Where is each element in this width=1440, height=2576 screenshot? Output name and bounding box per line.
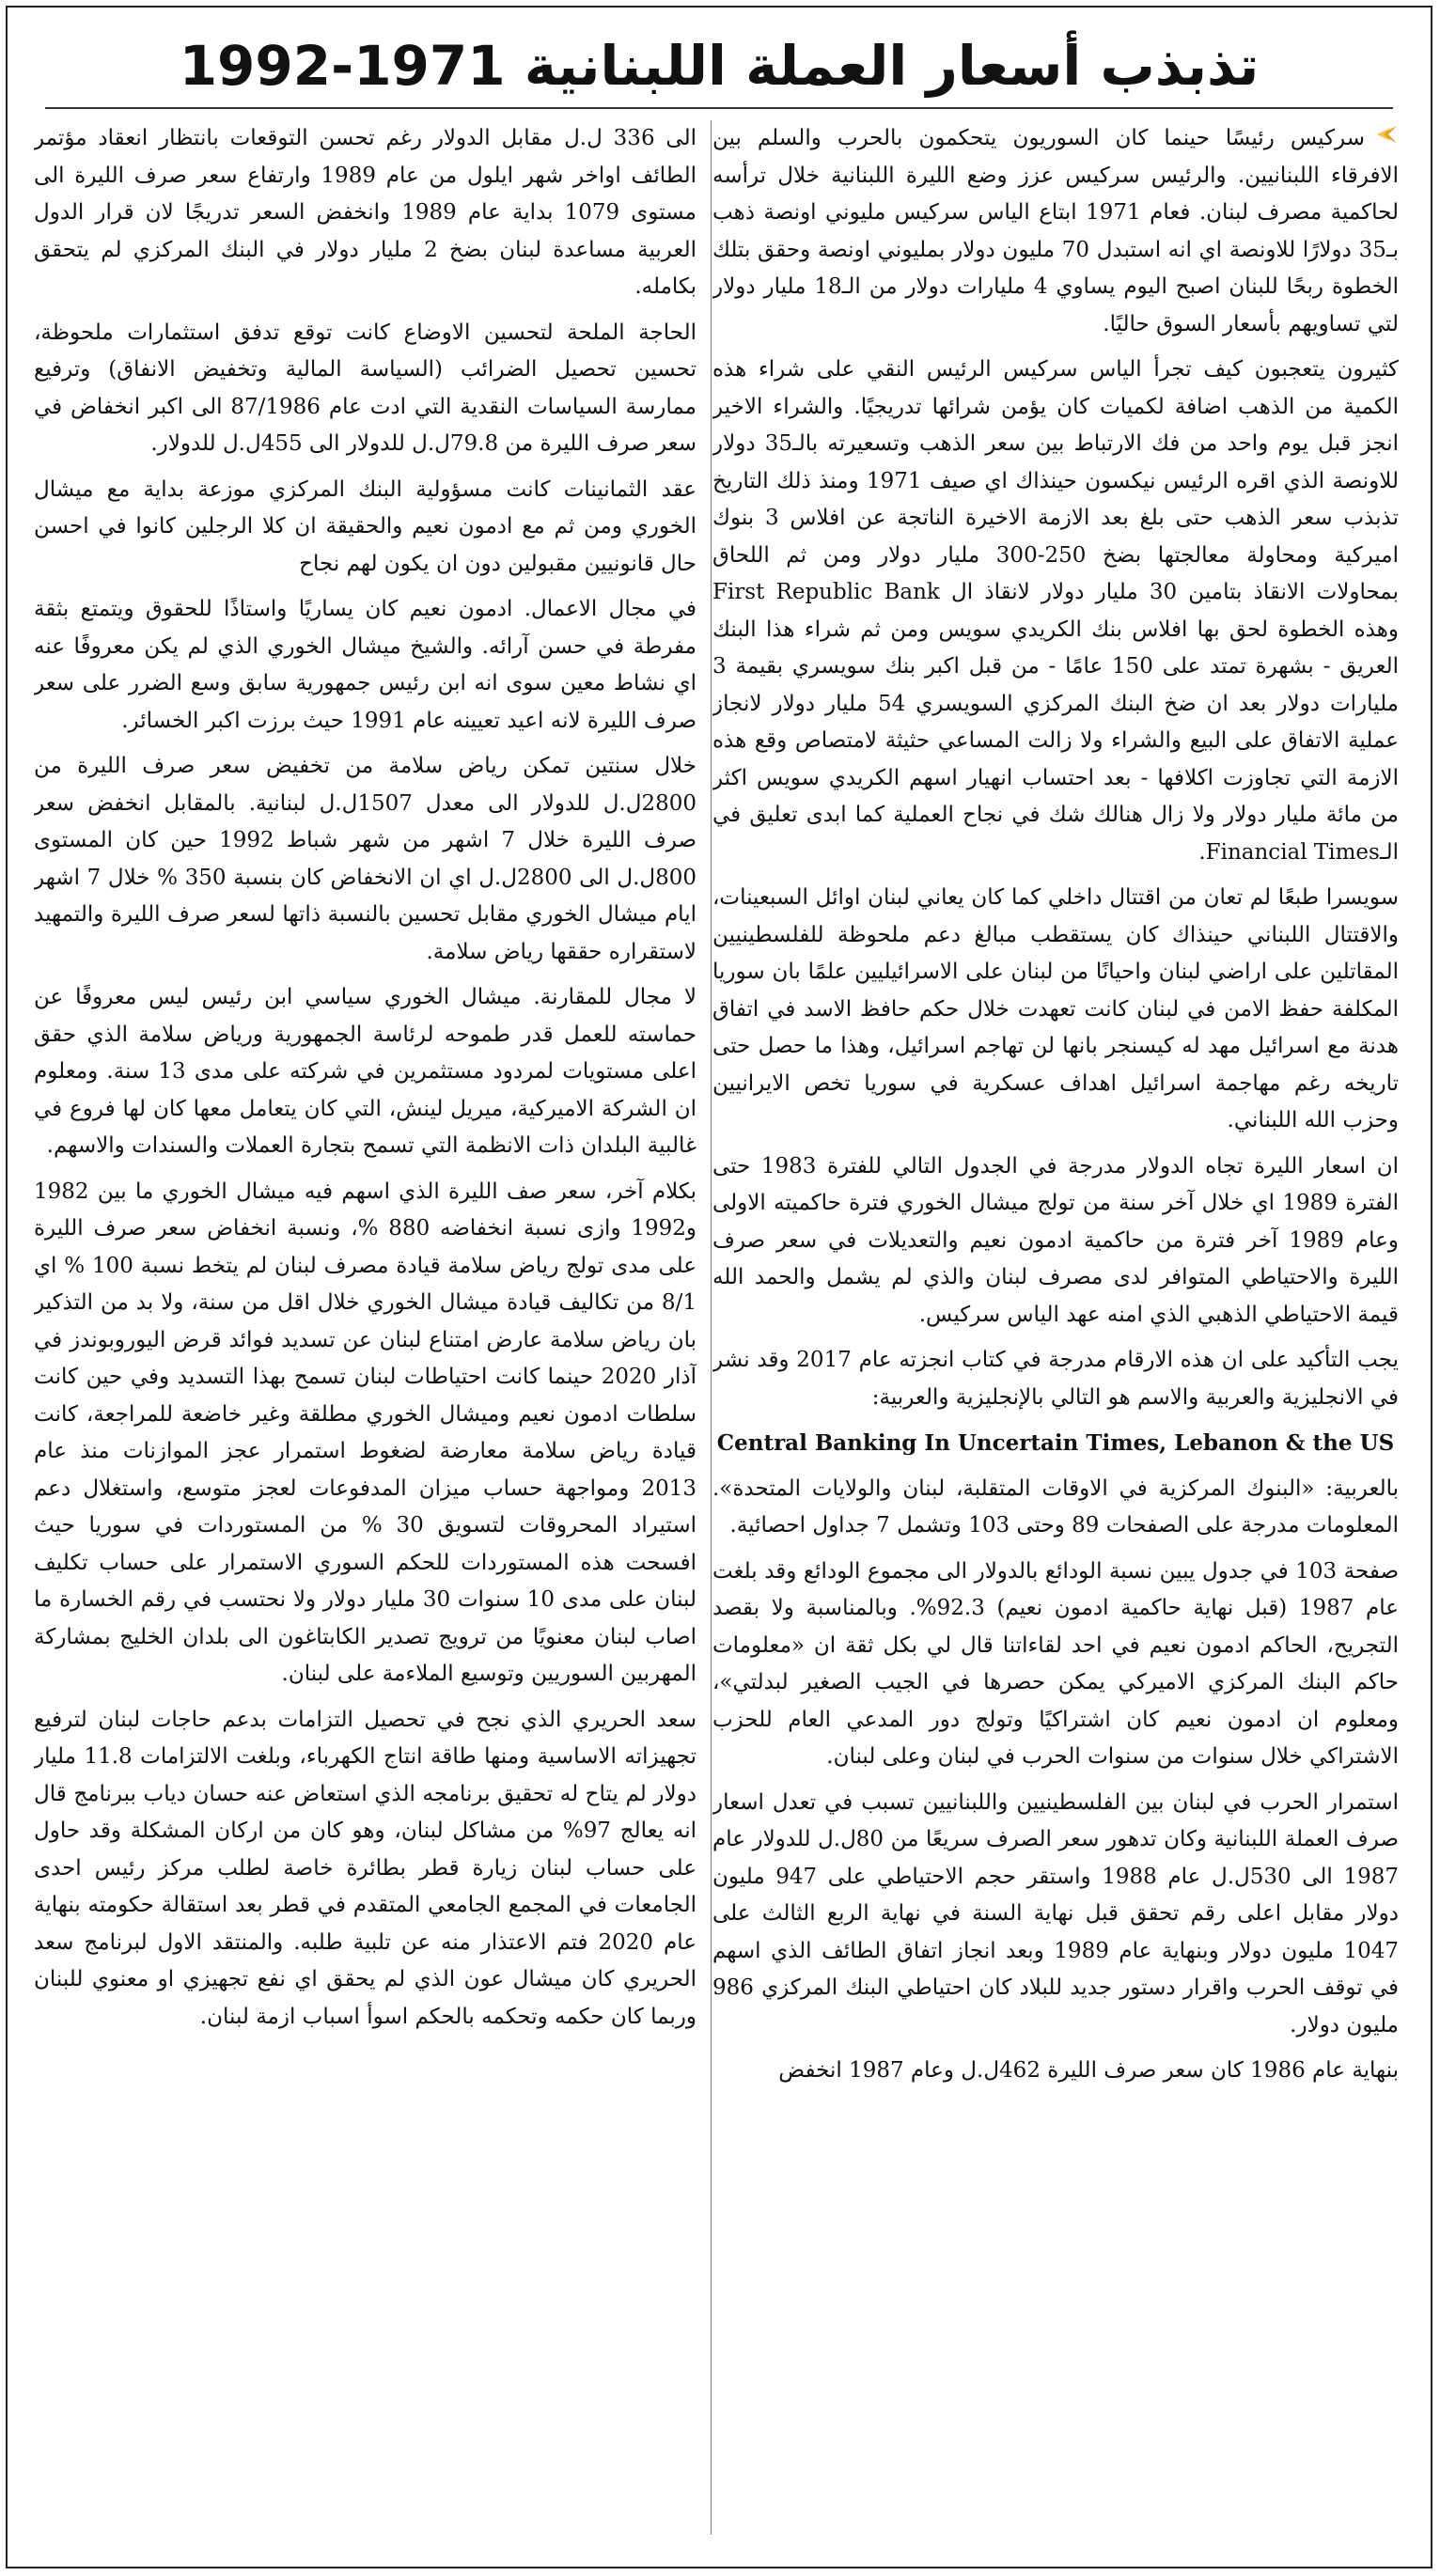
paragraph: يجب التأكيد على ان هذه الارقام مدرجة في كتاب انجزته عام 2017 وقد نشر في الانجليزية والعربية والاسم هو التالي بالإنجليزية والعربية: <box>712 1348 1399 1410</box>
paragraph: بنهاية عام 1986 كان سعر صرف الليرة 462ل.ل وعام 1987 انخفض <box>778 2058 1399 2084</box>
paragraph: ان اسعار الليرة تجاه الدولار مدرجة في الجدول التالي للفترة 1983 حتى الفترة 1989 اي خلال آخر سنة من تولج ميشال الخوري فترة حاكميته الاولى وعام 1989 آخر فترة من حاكمية ادمون نعيم والتعديلات في سعر صرف الليرة والاحتياطي المتوافر لدى مصرف لبنان والذي لم يشمل والحمد الله قيمة الاحتياطي الذهبي الذي امنه عهد الياس سركيس. <box>712 1153 1399 1327</box>
column-divider <box>711 120 712 2535</box>
paragraph: صفحة 103 في جدول يبين نسبة الودائع بالدولار الى مجموع الودائع وقد بلغت عام 1987 (قبل نهاية حاكمية ادمون نعيم) 92.3%. وبالمناسبة ولا بقصد التجريح، الحاكم ادمون نعيم في احد لقاءاتنا قال لي بكل ثقة ان «معلومات حاكم البنك المركزي الاميركي يمكن حصرها في الجيب الصغير لبدلتي»، ومعلوم ان ادمون نعيم كان اشتراكيًا وتولج دور المدعي العام للحزب الاشتراكي خلال سنوات من سنوات الحرب في لبنان وعلى لبنان. <box>712 1558 1399 1770</box>
article-title: تذبذب أسعار العملة اللبنانية 1971-1992 <box>179 34 1260 98</box>
paragraph: بكلام آخر، سعر صف الليرة الذي اسهم فيه ميشال الخوري ما بين 1982 و1992 وازى نسبة انخفاضه 880 %، ونسبة انخفاض سعر صرف الليرة على مدى تولج رياض سلامة قيادة مصرف لبنان لم يتخط نسبة 100 % اي 8/1 من تكاليف قيادة ميشال الخوري خلال اقل من سنة، ولا بد من التذكير بان رياض سلامة عارض امتناع لبنان عن تسديد فوائد قرض اليوروبوندز في آذار 2020 حينما كانت احتياطات لبنان تسمح بهذا التسديد وفي حين كانت سلطات ادمون نعيم وميشال الخوري مطلقة وغير خاضعة للمراجعة، كانت قيادة رياض سلامة معارضة لضغوط استمرار عجز الموازنات منذ عام 2013 ومواجهة حساب ميزان المدفوعات لعجز متوسع، واستغلال دعم استيراد المحروقات لتسويق 30 % من المستوردات في سوريا حيث افسحت هذه المستوردات للحكم السوري الاستمرار على حساب تكليف لبنان على مدى 10 سنوات 30 مليار دولار ولا نحتسب في رقم الخسارة ما اصاب لبنان معنويًا من ترويج تصدير الكابتاغون الى بلدان الخليج بمشاركة المهربين السوريين وتوسيع الملاءمة على لبنان. <box>34 1179 697 1686</box>
newspaper-page <box>6 6 1432 2568</box>
paragraph: استمرار الحرب في لبنان بين الفلسطينيين واللبنانيين تسبب في تعدل اسعار صرف العملة اللبنانية وكان تدهور سعر الصرف سريعًا من 80ل.ل للدولار عام 1987 الى 530ل.ل عام 1988 واستقر حجم الاحتياطي على 947 مليون دولار مقابل اعلى رقم تحقق قبل نهاية السنة في نهاية الربع الثالث على 1047 مليون دولار وبنهاية عام 1989 وبعد انجاز اتفاق الطائف الذي اسهم في توقف الحرب واقرار دستور جديد للبلاد كان احتياطي البنك المركزي 986 مليون دولار. <box>712 1789 1399 2037</box>
arrow-bullet-icon <box>1374 120 1399 158</box>
paragraph: سعد الحريري الذي نجح في تحصيل التزامات بدعم حاجات لبنان لترفيع تجهيزاته الاساسية ومنها طاقة انتاج الكهرباء، وبلغت الالتزامات 11.8 مليار دولار لم يتاح له تحقيق برنامجه الذي استعاض عنه حسان دياب ببرنامج قال انه يعالج 97% من مشاكل لبنان، وهو كان من اركان المشكلة وقد حاول على حساب لبنان زيارة قطر بطائرة خاصة لطلب مركز رئيس احدى الجامعات في المجمع الجامعي المتقدم في قطر بعد استقالة حكومته بنهاية عام 2020 فتم الاعتذار منه عن تلبية طلبه. والمنتقد الاول لبرنامج سعد الحريري كان ميشال عون الذي لم يحقق اي نفع تجهيزي او معنوي للبنان وربما كان حكمه وتحكمه بالحكم اسوأ اسباب ازمة لبنان. <box>34 1707 697 2029</box>
title-divider <box>45 107 1393 109</box>
left-column <box>34 120 697 2538</box>
paragraph: الى 336 ل.ل مقابل الدولار رغم تحسن التوقعات بانتظار انعقاد مؤتمر الطائف اواخر شهر ايلول من عام 1989 وارتفاع سعر صرف الليرة الى مستوى 1079 بداية عام 1989 وانخفض السعر تدريجًا لان قرار الدول العربية مساعدة لبنان بضخ 2 مليار دولار في البنك المركزي لم يتحقق بكامله. <box>34 126 697 299</box>
paragraph: في مجال الاعمال. ادمون نعيم كان يساريًا واستاذًا للحقوق ويتمتع بثقة مفرطة في حسن آرائه. والشيخ ميشال الخوري الذي لم يكن معروفًا عنه اي نشاط معين سوى انه ابن رئيس جمهورية سابق وسع الضرر على سعر صرف الليرة لانه اعيد تعيينه عام 1991 حيث برزت اكبر الخسائر. <box>34 597 697 733</box>
paragraph: كثيرون يتعجبون كيف تجرأ الياس سركيس الرئيس النقي على شراء هذه الكمية من الذهب اضافة لكميات كان يؤمن شرائها تدريجيًا. والشراء الاخير انجز قبل يوم واحد من فك الارتباط بين سعر الذهب وتسعيرته بالـ35 دولار للاونصة الذي اقره الرئيس نيكسون حينذاك اي صيف 1971 ومنذ ذلك التاريخ تذبذب سعر الذهب حتى بلغ بعد الازمة الاخيرة الناتجة عن افلاس 3 بنوك اميركية ومحاولة معالجتها بضخ 250-300 مليار دولار ومن ثم اللحاق بمحاولات الانقاذ بتامين 30 مليار دولار لانقاذ ال First Republic Bank وهذه الخطوة لحق بها افلاس بنك الكريدي سويس ومن ثم شراء هذا البنك العريق - بشهرة تمتد على 150 عامًا - من قبل اكبر بنك سويسري بقيمة 3 مليارات دولار بعد ان ضخ البنك المركزي السويسري 54 مليار دولار لانجاز عملية الاتفاق على البيع والشراء ولا زالت المساعي حثيثة لامتصاص وقع هذه الازمة التي تجاوزت اكلافها - بعد احتساب انهيار اسهم الكريدي سويس اكثر من مائة مليار دولار ولا زال هنالك شك في نجاح العملية كما ابدى تعليق في الـFinancial Times. <box>712 357 1399 865</box>
paragraph: سركيس رئيسًا حينما كان السوريون يتحكمون بالحرب والسلم بين الافرقاء اللبنانيين. والرئيس سركيس عزز وضع الليرة اللبنانية خلال ترأسه لحاكمية مصرف لبنان. فعام 1971 ابتاع الياس سركيس مليوني اونصة ذهب بـ35 دولارًا للاونصة اي انه استبدل 70 مليون دولار بمليوني اونصة وحقق بتلك الخطوة ربحًا للبنان اصبح اليوم يساوي 4 مليارات دولار من الـ18 مليار دولار لتي تساويهم بأسعار السوق حاليًا. <box>712 120 1399 343</box>
paragraph: عقد الثمانينات كانت مسؤولية البنك المركزي موزعة بداية مع ميشال الخوري ومن ثم مع ادمون نعيم والحقيقة ان كلا الرجلين كانوا في احسن حال قانونيين مقبولين دون ان يكون لهم نجاح <box>34 476 697 576</box>
paragraph: بالعربية: «البنوك المركزية في الاوقات المتقلبة، لبنان والولايات المتحدة». المعلومات مدرجة على الصفحات 89 وحتى 103 وتشمل 7 جداول احصائية. <box>712 1475 1399 1538</box>
book-title-english: Central Banking In Uncertain Times, Lebanon & the US <box>716 1430 1395 1457</box>
paragraph: لا مجال للمقارنة. ميشال الخوري سياسي ابن رئيس ليس معروفًا عن حماسته للعمل قدر طموحه لرئاسة الجمهورية ورياض سلامة الذي حقق اعلى مستويات لمردود مستثمرين في شركته على مدى 13 سنة. ومعلوم ان الشركة الاميركية، ميريل لينش، التي كان يتعامل معها كان لها فروع في غالبية البلدان ذات الانظمة التي تسمح بتجارة العملات والسندات والاسهم. <box>34 985 697 1158</box>
right-column <box>712 120 1399 2538</box>
paragraph: الحاجة الملحة لتحسين الاوضاع كانت توقع تدفق استثمارات ملحوظة، تحسين تحصيل الضرائب (السياسة المالية وتخفيض الانفاق) وترفيع ممارسة السياسات النقدية التي ادت عام 87/1986 الى اكبر انخفاض في سعر صرف الليرة من 79.8ل.ل للدولار الى 455ل.ل للدولار. <box>34 320 697 456</box>
paragraph: خلال سنتين تمكن رياض سلامة من تخفيض سعر صرف الليرة من 2800ل.ل للدولار الى معدل 1507ل.ل لبنانية. بالمقابل انخفض سعر صرف الليرة خلال 7 اشهر من شهر شباط 1992 حين كان المستوى 800ل.ل الى 2800ل.ل اي ان الانخفاض كان بنسبة 350 % خلال 7 اشهر ايام ميشال الخوري مقابل تحسين بالنسبة ذاتها لسعر صرف الليرة والتمهيد لاستقراره حققها رياض سلامة. <box>34 754 697 964</box>
paragraph: سويسرا طبعًا لم تعان من اقتتال داخلي كما كان يعاني لبنان اوائل السبعينات، والاقتتال اللبناني حينذاك كان يستقطب مبالغ دعم ملحوظة للفلسطينيين المقاتلين على اراضي لبنان واحيانًا من لبنان على الاسرائيليين علمًا بان سوريا المكلفة حفظ الامن في لبنان كانت تعهدت خلال حكم حافظ الاسد في اتفاق هدنة مع اسرائيل مهد له كيسنجر بانها لن تهاجم اسرائيل، وهذا ما حصل حتى تاريخه رغم مهاجمة اسرائيل اهداف عسكرية في سوريا تخص الايرانيين وحزب الله اللبناني. <box>712 885 1399 1133</box>
